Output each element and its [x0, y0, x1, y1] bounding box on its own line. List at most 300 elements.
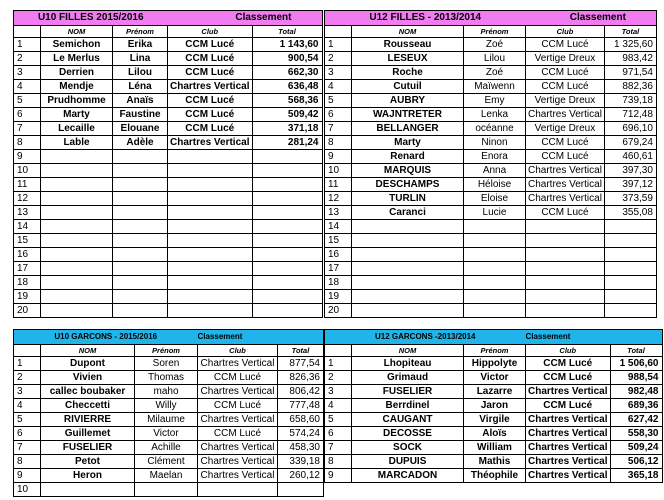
- name-cell: CAUGANT: [352, 413, 464, 427]
- name-cell: [41, 262, 113, 276]
- total-cell: 355,08: [604, 206, 656, 220]
- firstname-cell: Erika: [113, 38, 168, 52]
- table-row: [14, 385, 324, 399]
- rank-cell: 4: [14, 399, 41, 413]
- rank-cell: 7: [325, 122, 352, 136]
- firstname-cell: [113, 290, 168, 304]
- rank-cell: 1: [325, 357, 352, 371]
- club-cell: [526, 262, 605, 276]
- club-cell: [168, 206, 253, 220]
- firstname-cell: [113, 192, 168, 206]
- total-cell: 371,18: [252, 122, 322, 136]
- total-cell: 806,42: [278, 385, 324, 399]
- table-row: [14, 164, 323, 178]
- total-cell: 1 506,60: [610, 357, 662, 371]
- club-cell: [168, 178, 253, 192]
- table-row: [14, 304, 323, 318]
- total-cell: 971,54: [604, 66, 656, 80]
- name-cell: WAJNTRETER: [352, 108, 464, 122]
- header-prenom: Prénom: [464, 345, 526, 357]
- rank-cell: 9: [14, 469, 41, 483]
- club-cell: Chartres Vertical: [526, 441, 611, 455]
- club-cell: [526, 234, 605, 248]
- total-cell: 662,30: [252, 66, 322, 80]
- column-header-row: [325, 345, 663, 357]
- club-cell: Vertige Dreux: [526, 52, 605, 66]
- table-row: [325, 262, 657, 276]
- table-row: [14, 441, 324, 455]
- rank-cell: 1: [14, 357, 41, 371]
- header-rank: [14, 345, 41, 357]
- club-cell: CCM Lucé: [198, 399, 278, 413]
- table-row: [325, 248, 657, 262]
- header-nom: NOM: [41, 345, 135, 357]
- total-cell: 339,18: [278, 455, 324, 469]
- total-cell: 281,24: [252, 136, 322, 150]
- club-cell: Chartres Vertical: [198, 413, 278, 427]
- table-row: [14, 150, 323, 164]
- firstname-cell: Victor: [464, 371, 526, 385]
- total-cell: 365,18: [610, 469, 662, 483]
- firstname-cell: Eloise: [464, 192, 526, 206]
- total-cell: [604, 290, 656, 304]
- club-cell: CCM Lucé: [526, 206, 605, 220]
- ranking-table: [13, 10, 323, 318]
- name-cell: [352, 262, 464, 276]
- table-row: [14, 136, 323, 150]
- table-title: U10 GARCONS - 2015/2016: [14, 330, 198, 345]
- table-row: [325, 136, 657, 150]
- table-row: [14, 248, 323, 262]
- name-cell: LESEUX: [352, 52, 464, 66]
- firstname-cell: Lilou: [464, 52, 526, 66]
- name-cell: [41, 234, 113, 248]
- table-row: [14, 206, 323, 220]
- firstname-cell: Lilou: [113, 66, 168, 80]
- total-cell: 988,54: [610, 371, 662, 385]
- total-cell: [252, 178, 322, 192]
- table-u10-filles: [13, 10, 323, 318]
- firstname-cell: maho: [135, 385, 198, 399]
- firstname-cell: [113, 276, 168, 290]
- table-title-row: [325, 330, 663, 345]
- club-cell: [168, 220, 253, 234]
- rank-cell: 2: [14, 371, 41, 385]
- table-title-row: [14, 330, 324, 345]
- table-row: [14, 357, 324, 371]
- table-row: [14, 399, 324, 413]
- firstname-cell: William: [464, 441, 526, 455]
- club-cell: CCM Lucé: [526, 136, 605, 150]
- firstname-cell: [464, 220, 526, 234]
- club-cell: CCM Lucé: [198, 427, 278, 441]
- name-cell: BELLANGER: [352, 122, 464, 136]
- firstname-cell: Enora: [464, 150, 526, 164]
- table-row: [14, 483, 324, 497]
- name-cell: [352, 276, 464, 290]
- firstname-cell: Lucie: [464, 206, 526, 220]
- rank-cell: 19: [325, 290, 352, 304]
- total-cell: 636,48: [252, 80, 322, 94]
- table-row: [325, 178, 657, 192]
- firstname-cell: [464, 248, 526, 262]
- club-cell: Chartres Vertical: [526, 178, 605, 192]
- table-row: [14, 108, 323, 122]
- firstname-cell: Lazarre: [464, 385, 526, 399]
- table-row: [14, 427, 324, 441]
- club-cell: [526, 290, 605, 304]
- table-row: [14, 52, 323, 66]
- rank-cell: 9: [325, 469, 352, 483]
- rank-cell: 8: [14, 455, 41, 469]
- club-cell: Chartres Vertical: [198, 469, 278, 483]
- name-cell: Dupont: [41, 357, 135, 371]
- firstname-cell: [135, 483, 198, 497]
- name-cell: Berrdinel: [352, 399, 464, 413]
- name-cell: DESCHAMPS: [352, 178, 464, 192]
- club-cell: Chartres Vertical: [526, 413, 611, 427]
- total-cell: [252, 262, 322, 276]
- rank-cell: 2: [14, 52, 41, 66]
- header-prenom: Prénom: [113, 26, 168, 38]
- name-cell: MARCADON: [352, 469, 464, 483]
- rank-cell: 6: [14, 427, 41, 441]
- club-cell: [526, 220, 605, 234]
- table-row: [325, 94, 657, 108]
- header-prenom: Prénom: [135, 345, 198, 357]
- name-cell: FUSELIER: [41, 441, 135, 455]
- name-cell: Roche: [352, 66, 464, 80]
- table-title-row: [14, 11, 323, 26]
- club-cell: CCM Lucé: [526, 150, 605, 164]
- table-row: [325, 206, 657, 220]
- firstname-cell: [464, 234, 526, 248]
- club-cell: Vertige Dreux: [526, 94, 605, 108]
- club-cell: Chartres Vertical: [198, 357, 278, 371]
- header-nom: NOM: [352, 345, 464, 357]
- firstname-cell: Anaïs: [113, 94, 168, 108]
- firstname-cell: Achille: [135, 441, 198, 455]
- club-cell: CCM Lucé: [168, 52, 253, 66]
- club-cell: [168, 248, 253, 262]
- total-cell: 900,54: [252, 52, 322, 66]
- club-cell: CCM Lucé: [526, 80, 605, 94]
- firstname-cell: Héloise: [464, 178, 526, 192]
- name-cell: [352, 248, 464, 262]
- table-row: [14, 80, 323, 94]
- rank-cell: 15: [325, 234, 352, 248]
- rank-cell: 5: [325, 94, 352, 108]
- firstname-cell: Willy: [135, 399, 198, 413]
- name-cell: Derrien: [41, 66, 113, 80]
- firstname-cell: [113, 262, 168, 276]
- name-cell: [352, 220, 464, 234]
- name-cell: callec boubaker: [41, 385, 135, 399]
- total-cell: 568,36: [252, 94, 322, 108]
- club-cell: [526, 304, 605, 318]
- firstname-cell: [464, 290, 526, 304]
- name-cell: Lecaille: [41, 122, 113, 136]
- table-row: [14, 413, 324, 427]
- total-cell: 739,18: [604, 94, 656, 108]
- total-cell: 260,12: [278, 469, 324, 483]
- rank-cell: 3: [14, 385, 41, 399]
- club-cell: [168, 164, 253, 178]
- header-total: Total: [252, 26, 322, 38]
- name-cell: Le Merlus: [41, 52, 113, 66]
- name-cell: Lhopiteau: [352, 357, 464, 371]
- total-cell: 627,42: [610, 413, 662, 427]
- name-cell: Heron: [41, 469, 135, 483]
- rank-cell: 15: [14, 234, 41, 248]
- total-cell: [252, 276, 322, 290]
- total-cell: [604, 262, 656, 276]
- total-cell: 1 325,60: [604, 38, 656, 52]
- table-u10-garcons: [13, 329, 324, 497]
- club-cell: CCM Lucé: [168, 94, 253, 108]
- name-cell: Renard: [352, 150, 464, 164]
- rank-cell: 4: [325, 80, 352, 94]
- firstname-cell: Ninon: [464, 136, 526, 150]
- table-title: U12 FILLES - 2013/2014: [325, 11, 526, 26]
- total-cell: [604, 276, 656, 290]
- ranking-table: [324, 329, 663, 483]
- club-cell: [168, 304, 253, 318]
- club-cell: CCM Lucé: [526, 399, 611, 413]
- firstname-cell: Victor: [135, 427, 198, 441]
- table-row: [14, 94, 323, 108]
- firstname-cell: [113, 248, 168, 262]
- total-cell: 679,24: [604, 136, 656, 150]
- total-cell: [278, 483, 324, 497]
- firstname-cell: [464, 276, 526, 290]
- total-cell: 509,42: [252, 108, 322, 122]
- rank-cell: 7: [14, 122, 41, 136]
- firstname-cell: [113, 178, 168, 192]
- rank-cell: 16: [325, 248, 352, 262]
- total-cell: 983,42: [604, 52, 656, 66]
- table-row: [325, 441, 663, 455]
- header-club: Club: [526, 345, 611, 357]
- club-cell: Chartres Vertical: [526, 455, 611, 469]
- name-cell: AUBRY: [352, 94, 464, 108]
- header-prenom: Prénom: [464, 26, 526, 38]
- club-cell: CCM Lucé: [526, 66, 605, 80]
- name-cell: [352, 290, 464, 304]
- header-club: Club: [198, 345, 278, 357]
- header-rank: [325, 345, 352, 357]
- rank-cell: 17: [14, 262, 41, 276]
- firstname-cell: [113, 304, 168, 318]
- table-row: [325, 234, 657, 248]
- firstname-cell: Mathis: [464, 455, 526, 469]
- rank-cell: 13: [14, 206, 41, 220]
- total-cell: 712,48: [604, 108, 656, 122]
- table-u12-garcons: [324, 329, 663, 483]
- total-cell: [252, 248, 322, 262]
- table-row: [325, 290, 657, 304]
- rank-cell: 5: [14, 94, 41, 108]
- firstname-cell: [113, 150, 168, 164]
- table-row: [14, 66, 323, 80]
- table-row: [325, 399, 663, 413]
- header-nom: NOM: [41, 26, 113, 38]
- total-cell: 574,24: [278, 427, 324, 441]
- table-row: [14, 38, 323, 52]
- name-cell: [41, 178, 113, 192]
- name-cell: Semichon: [41, 38, 113, 52]
- firstname-cell: Zoé: [464, 38, 526, 52]
- firstname-cell: Virgile: [464, 413, 526, 427]
- table-row: [325, 413, 663, 427]
- name-cell: [41, 164, 113, 178]
- name-cell: Caranci: [352, 206, 464, 220]
- header-club: Club: [526, 26, 605, 38]
- table-row: [325, 164, 657, 178]
- table-title: U10 FILLES 2015/2016: [14, 11, 168, 26]
- ranking-table: [13, 329, 324, 497]
- table-row: [14, 290, 323, 304]
- table-u12-filles: [324, 10, 657, 318]
- table-row: [14, 234, 323, 248]
- total-cell: [252, 206, 322, 220]
- total-cell: 397,30: [604, 164, 656, 178]
- club-cell: Chartres Vertical: [168, 80, 253, 94]
- table-row: [325, 220, 657, 234]
- name-cell: DUPUIS: [352, 455, 464, 469]
- table-row: [325, 371, 663, 385]
- firstname-cell: Théophile: [464, 469, 526, 483]
- name-cell: Guillemet: [41, 427, 135, 441]
- header-nom: NOM: [352, 26, 464, 38]
- club-cell: Chartres Vertical: [526, 469, 611, 483]
- rank-cell: 8: [325, 136, 352, 150]
- name-cell: Marty: [41, 108, 113, 122]
- rank-cell: 6: [325, 427, 352, 441]
- club-cell: CCM Lucé: [526, 371, 611, 385]
- rank-cell: 10: [325, 164, 352, 178]
- name-cell: MARQUIS: [352, 164, 464, 178]
- table-row: [14, 469, 324, 483]
- firstname-cell: Anna: [464, 164, 526, 178]
- name-cell: [41, 192, 113, 206]
- club-cell: Chartres Vertical: [526, 108, 605, 122]
- table-row: [14, 192, 323, 206]
- header-total: Total: [610, 345, 662, 357]
- firstname-cell: Hippolyte: [464, 357, 526, 371]
- rank-cell: 20: [325, 304, 352, 318]
- firstname-cell: [113, 206, 168, 220]
- rank-cell: 5: [14, 413, 41, 427]
- total-cell: 882,36: [604, 80, 656, 94]
- table-row: [325, 38, 657, 52]
- name-cell: TURLIN: [352, 192, 464, 206]
- header-total: Total: [604, 26, 656, 38]
- rank-cell: 8: [14, 136, 41, 150]
- rank-cell: 4: [14, 80, 41, 94]
- table-row: [14, 262, 323, 276]
- name-cell: [41, 248, 113, 262]
- club-cell: [526, 276, 605, 290]
- rank-cell: 10: [14, 164, 41, 178]
- rank-cell: 3: [14, 66, 41, 80]
- header-rank: [14, 26, 41, 38]
- firstname-cell: Faustine: [113, 108, 168, 122]
- total-cell: [252, 290, 322, 304]
- total-cell: 696,10: [604, 122, 656, 136]
- classement-label: Classement: [198, 330, 324, 345]
- firstname-cell: [464, 262, 526, 276]
- classement-label: Classement: [526, 11, 657, 26]
- classement-label: Classement: [526, 330, 663, 345]
- rank-cell: 16: [14, 248, 41, 262]
- club-cell: [526, 248, 605, 262]
- club-cell: Chartres Vertical: [198, 441, 278, 455]
- rank-cell: 10: [14, 483, 41, 497]
- total-cell: [252, 164, 322, 178]
- table-row: [14, 455, 324, 469]
- total-cell: 458,30: [278, 441, 324, 455]
- total-cell: 777,48: [278, 399, 324, 413]
- name-cell: Grimaud: [352, 371, 464, 385]
- rank-cell: 17: [325, 262, 352, 276]
- rank-cell: 20: [14, 304, 41, 318]
- table-row: [325, 150, 657, 164]
- club-cell: [198, 483, 278, 497]
- rank-cell: 7: [325, 441, 352, 455]
- club-cell: [168, 262, 253, 276]
- ranking-table: [324, 10, 657, 318]
- name-cell: Petot: [41, 455, 135, 469]
- name-cell: Lable: [41, 136, 113, 150]
- firstname-cell: océanne: [464, 122, 526, 136]
- name-cell: [41, 276, 113, 290]
- firstname-cell: [113, 234, 168, 248]
- table-row: [14, 371, 324, 385]
- name-cell: DECOSSE: [352, 427, 464, 441]
- table-row: [14, 178, 323, 192]
- firstname-cell: Adèle: [113, 136, 168, 150]
- total-cell: 506,12: [610, 455, 662, 469]
- firstname-cell: [113, 164, 168, 178]
- club-cell: [168, 290, 253, 304]
- column-header-row: [14, 26, 323, 38]
- rank-cell: 4: [325, 399, 352, 413]
- club-cell: Chartres Vertical: [526, 164, 605, 178]
- total-cell: [604, 304, 656, 318]
- club-cell: Chartres Vertical: [526, 427, 611, 441]
- club-cell: CCM Lucé: [168, 66, 253, 80]
- name-cell: SOCK: [352, 441, 464, 455]
- firstname-cell: [464, 304, 526, 318]
- table-row: [325, 276, 657, 290]
- rank-cell: 13: [325, 206, 352, 220]
- total-cell: 509,24: [610, 441, 662, 455]
- rank-cell: 1: [14, 38, 41, 52]
- name-cell: [41, 150, 113, 164]
- rank-cell: 18: [14, 276, 41, 290]
- rank-cell: 6: [14, 108, 41, 122]
- table-row: [325, 357, 663, 371]
- firstname-cell: Aloïs: [464, 427, 526, 441]
- total-cell: [252, 220, 322, 234]
- firstname-cell: Zoé: [464, 66, 526, 80]
- name-cell: [352, 304, 464, 318]
- rank-cell: 12: [325, 192, 352, 206]
- firstname-cell: [113, 220, 168, 234]
- firstname-cell: Lenka: [464, 108, 526, 122]
- total-cell: [252, 234, 322, 248]
